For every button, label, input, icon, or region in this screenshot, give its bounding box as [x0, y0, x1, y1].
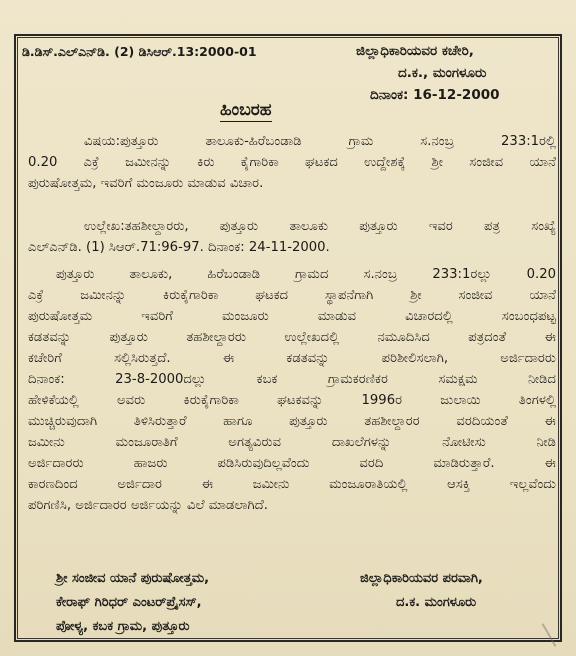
body-line: ದಿನಾಂಕ: 23-8-2000ದಲ್ಲು ಕಬಕ ಗ್ರಾಮಕರಣಿಕರ ಸಮಕ್ಷಮ ನೀಡಿದ: [28, 372, 556, 387]
addressee-block: [56, 567, 209, 639]
addressee-care-of: ಕೇರಾಫ್ ಗಿರಿಧರ್ ಎಂಟರ್‌ಪ್ರೈಸಸ್,: [56, 595, 202, 610]
body-line: ಅರ್ಜಿದಾರರು ಹಾಜರು ಪಡಿಸಿರುವುದಿಲ್ಲವೆಂದು ವರದಿ ಮಾಡಿರುತ್ತಾರೆ. ಈ: [28, 456, 556, 471]
signatory-title: ಜಿಲ್ಲಾಧಿಕಾರಿಯವರ ಪರವಾಗಿ,: [360, 571, 483, 586]
body-line: ಜಮೀನು ಮಂಜೂರಾತಿಗೆ ಅಗತ್ಯವಿರುವ ದಾಖಲೆಗಳನ್ನು ನೋಟೀಸು ನೀಡಿ: [28, 435, 556, 450]
body-paragraph: [28, 264, 556, 516]
addressee-place: ಪೋಳ್ಯ, ಕಬಕ ಗ್ರಾಮ, ಪುತ್ತೂರು: [56, 619, 190, 634]
addressee-name: ಶ್ರೀ ಸಂಜೀವ ಯಾನೆ ಪುರುಷೋತ್ತಮ,: [56, 571, 210, 586]
body-line: ಕಚೇರಿಗೆ ಸಲ್ಲಿಸಿರುತ್ತದೆ. ಈ ಕಡತವನ್ನು ಪರಿಶೀಲಿಸಲಾಗಿ, ಅರ್ಜಿದಾರರು: [28, 351, 556, 366]
office-address: [356, 40, 500, 106]
reference-line: ಉಲ್ಲೇಖ:ತಹಶೀಲ್ದಾರರು, ಪುತ್ತೂರು ತಾಲೂಕು ಪುತ್ತೂರು ಇವರ ಪತ್ರ ಸಂಖ್ಯೆ: [84, 219, 556, 234]
reference-number: ಡಿ.ಡಿಸ್.ಎಲ್ಎನ್‌ಡಿ. (2) ಡಿಸಿಆರ್.13:2000-01: [22, 44, 257, 59]
reference-paragraph: [28, 216, 556, 258]
subject-line: ವಿಷಯ:ಪುತ್ತೂರು ತಾಲೂಕು-ಹಿರೆಬಂಡಾಡಿ ಗ್ರಾಮ ಸ.ನಂಬ್ರ 233:1ರಲ್ಲಿ: [84, 134, 556, 149]
subject-line: ಪುರುಷೋತ್ತಮ, ಇವರಿಗೆ ಮಂಜೂರು ಮಾಡುವ ವಿಚಾರ.: [28, 176, 264, 191]
signatory-block: [360, 567, 483, 615]
body-line: ಪುತ್ತೂರು ತಾಲೂಕು, ಹಿರೆಬಂಡಾಡಿ ಗ್ರಾಮದ ಸ.ನಂಬ್ರ 233:1ರಲ್ಲು 0.20: [56, 267, 556, 282]
document-title: ಹಿಂಬರಹ: [220, 100, 272, 120]
body-line: ಕಡತವನ್ನು ಪುತ್ತೂರು ತಹಶೀಲ್ದಾರರು ಉಲ್ಲೇಖದಲ್ಲಿ ನಮೂದಿಸಿದ ಪತ್ರದಂತೆ ಈ: [28, 330, 556, 345]
body-line: ಪುರುಷೋತ್ತಮ ಇವರಿಗೆ ಮಂಜೂರು ಮಾಡುವ ವಿಚಾರದಲ್ಲಿ ಸಂಬಂಧಪಟ್ಟ: [28, 309, 556, 324]
office-location: ದ.ಕ., ಮಂಗಳೂರು: [398, 65, 487, 81]
signatory-location: ದ.ಕ. ಮಂಗಳೂರು: [396, 595, 477, 610]
reference-line: ಎಲ್ಎನ್‌ಡಿ. (1) ಸಿಆರ್.71:96-97. ದಿನಾಂಕ: 24-11-2000.: [28, 240, 330, 255]
body-line: ಹೇಳಿಕೆಯಲ್ಲಿ ಅವರು ಕಿರುಕೈಗಾರಿಕಾ ಘಟಕವನ್ನು 1996ರ ಜುಲಾಯಿ ತಿಂಗಳಲ್ಲಿ: [28, 393, 556, 408]
document-date: ದಿನಾಂಕ: 16-12-2000: [370, 87, 500, 103]
body-line: ಕಾರಣದಿಂದ ಅರ್ಜಿದಾರ ಈ ಜಮೀನು ಮಂಜೂರಾತಿಯಲ್ಲಿ ಆಸಕ್ತಿ ಇಲ್ಲವೆಂದು: [28, 477, 556, 492]
subject-line: 0.20 ಎಕ್ರೆ ಜಮೀನನ್ನು ಕಿರು ಕೈಗಾರಿಕಾ ಘಟಕದ ಉದ್ದೇಶಕ್ಕೆ ಶ್ರೀ ಸಂಜೀವ ಯಾನೆ: [28, 155, 556, 170]
subject-paragraph: [28, 131, 556, 194]
body-line: ಮುಚ್ಚಿರುವುದಾಗಿ ತಿಳಿಸಿರುತ್ತಾರೆ ಹಾಗೂ ಪುತ್ತೂರು ತಹಶೀಲ್ದಾರರ ವರದಿಯಂತೆ ಈ: [28, 414, 556, 429]
body-line: ಪರಿಗಣಿಸಿ, ಅರ್ಜಿದಾರರ ಅರ್ಜಿಯನ್ನು ವಿಲೆ ಮಾಡಲಾಗಿದೆ.: [28, 498, 269, 513]
body-line: ಎಕ್ರೆ ಜಮೀನನ್ನು ಕಿರುಕೈಗಾರಿಕಾ ಘಟಕದ ಸ್ಥಾಪನೆಗಾಗಿ ಶ್ರೀ ಸಂಜೀವ ಯಾನೆ: [28, 288, 556, 303]
office-name: ಜಿಲ್ಲಾಧಿಕಾರಿಯವರ ಕಚೇರಿ,: [356, 43, 474, 59]
